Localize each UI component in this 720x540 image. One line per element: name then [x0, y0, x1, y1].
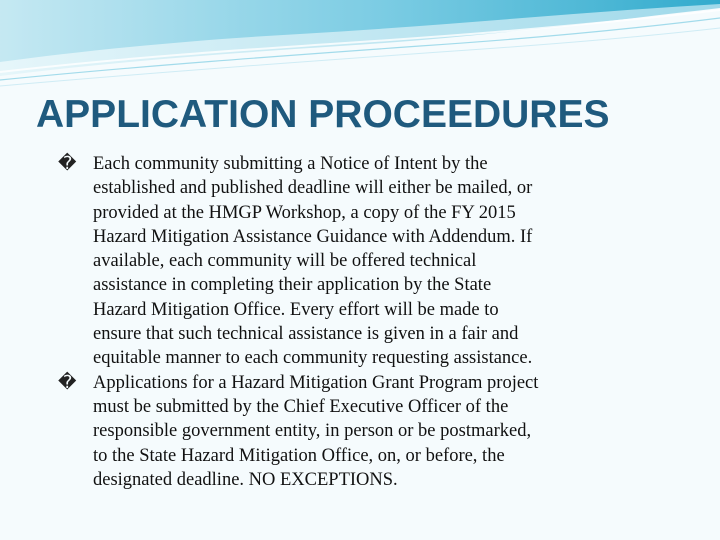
bullet-line: must be submitted by the Chief Executive Officer of the [93, 396, 509, 417]
bullet-line: to the State Hazard Mitigation Office, on, or before, the [93, 445, 505, 466]
bullet-line: established and published deadline will either be mailed, or [93, 178, 533, 199]
bullet-line: responsible government entity, in person or be postmarked, [93, 421, 532, 442]
bullet-line: provided at the HMGP Workshop, a copy of the FY 2015 [93, 202, 516, 223]
bullet-line: designated deadline. NO EXCEPTIONS. [93, 469, 398, 490]
bullet-item [58, 152, 678, 371]
bullet-line: assistance in completing their application by the State [93, 275, 492, 296]
slide-body [58, 152, 678, 492]
bullet-line: ensure that such technical assistance is given in a fair and [93, 324, 519, 345]
header-wave-decoration [0, 0, 720, 100]
bullet-line: equitable manner to each community requesting assistance. [93, 348, 533, 369]
bullet-item [58, 371, 678, 492]
slide-title: APPLICATION PROCEEDURES [36, 93, 610, 136]
bullet-line: Applications for a Hazard Mitigation Grant Program project [93, 372, 539, 393]
bullet-line: Each community submitting a Notice of Intent by the [93, 154, 488, 174]
bullet-marker-icon: � [58, 371, 77, 393]
bullet-line: available, each community will be offered technical [93, 251, 477, 272]
bullet-marker-icon: � [58, 153, 77, 174]
bullet-line: Hazard Mitigation Office. Every effort will be made to [93, 299, 499, 320]
bullet-line: Hazard Mitigation Assistance Guidance with Addendum. If [93, 226, 533, 247]
